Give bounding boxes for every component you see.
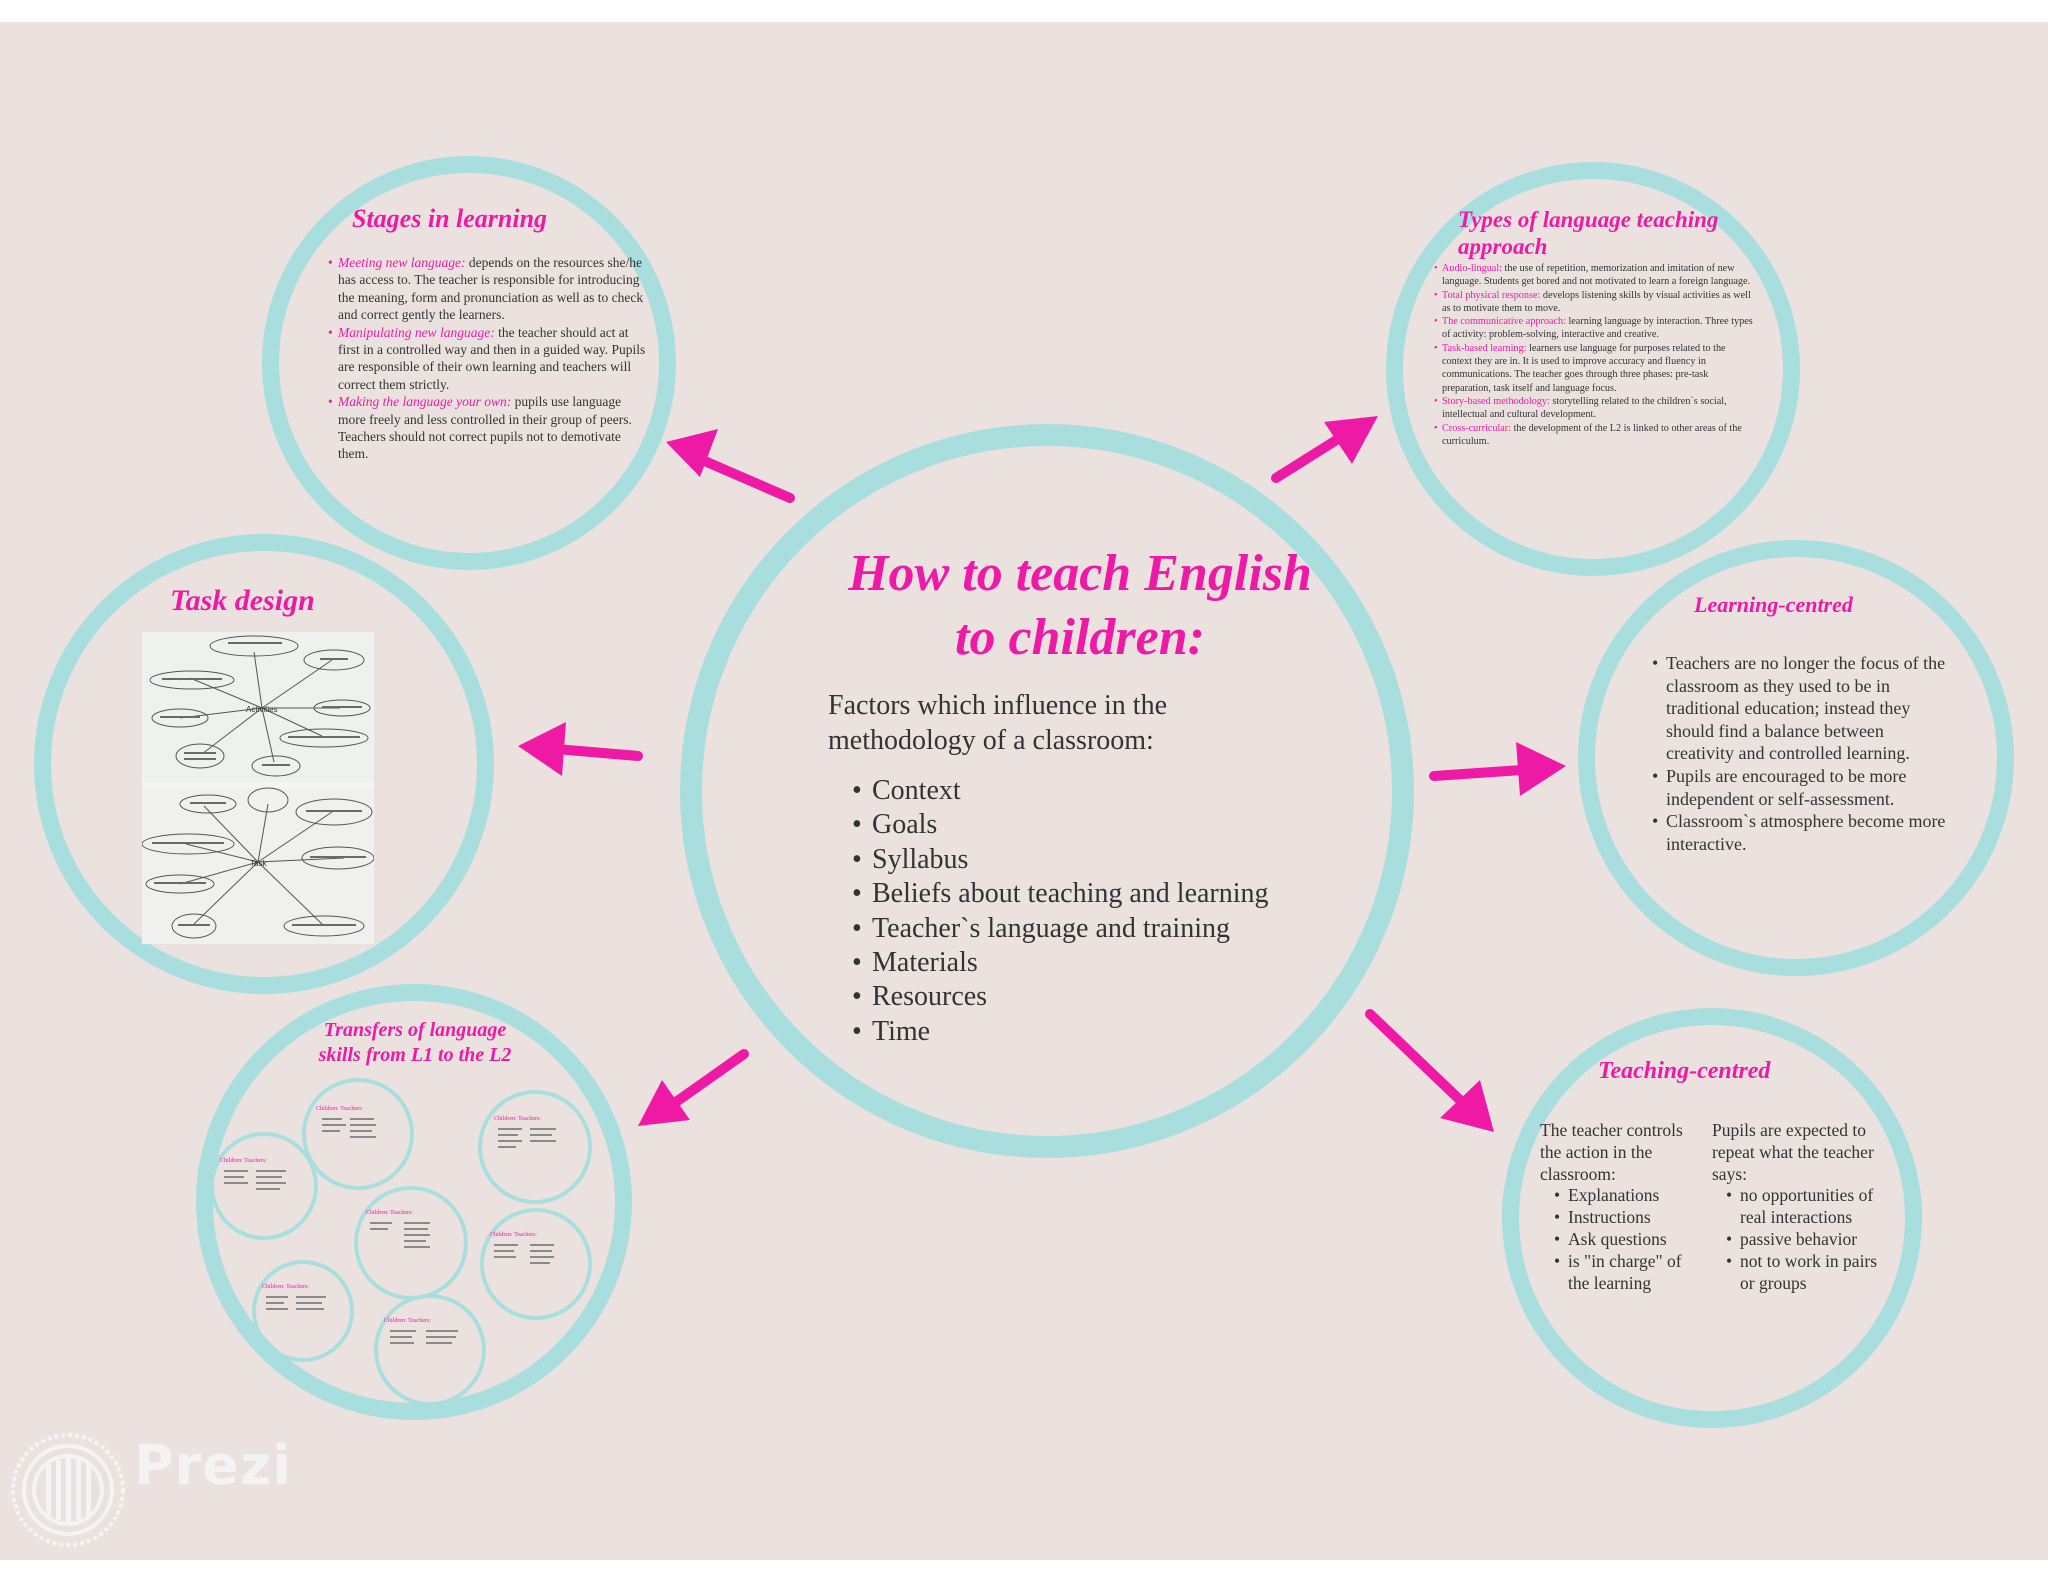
teacher-controls-item: • is "in charge" of the learning xyxy=(1540,1251,1706,1295)
teacher-controls-item: • Explanations xyxy=(1540,1185,1706,1207)
transfers-title-line1: Transfers of language xyxy=(323,1019,507,1041)
factor-item: • Teacher`s language and training xyxy=(852,912,1372,946)
mindmap-task-node: Task xyxy=(250,859,267,868)
mini-teachers-label: Teachers: xyxy=(408,1318,431,1324)
stage-text: the teacher should act at first in a controlled way and then in a guided way. Pupils are responsible of their own learning and teachers will correct them strictly. xyxy=(338,324,646,392)
factor-item: • Materials xyxy=(852,946,1372,980)
type-text: learning language by interaction. Three types of activity: problem-solving, interactive and creative. xyxy=(1442,316,1753,341)
stage-label: Meeting new language: xyxy=(338,255,466,270)
mini-children-label: Children: xyxy=(316,1106,339,1112)
types-title: Types of language teaching approach xyxy=(1458,207,1719,259)
factor-item: • Beliefs about teaching and learning xyxy=(852,877,1372,911)
teaching-centred-title: Teaching-centred xyxy=(1598,1058,1771,1084)
type-text: the use of repetition, memorization and imitation of new language. Students get bored and not motivated to learn a foreign language. xyxy=(1442,263,1751,288)
mini-children-label: Children: xyxy=(490,1232,513,1238)
mini-teachers-label: Teachers: xyxy=(518,1116,541,1122)
main-subtitle-line1: Factors which influence in the xyxy=(828,690,1168,721)
main-title-line1: How to teach English xyxy=(848,545,1312,602)
factor-item: • Resources xyxy=(852,980,1372,1014)
type-label: Task-based learning: xyxy=(1442,342,1527,354)
mini-teachers-label: Teachers: xyxy=(514,1232,537,1238)
learning-centred-item: • Pupils are encouraged to be more independent or self-assessment. xyxy=(1652,765,1952,810)
type-label: Total physical response: xyxy=(1442,289,1541,301)
factor-item: • Time xyxy=(852,1015,1372,1049)
type-label: Story-based methodology: xyxy=(1442,395,1550,407)
mini-children-label: Children: xyxy=(220,1158,243,1164)
mini-text-lines xyxy=(0,22,2048,1560)
main-subtitle-line2: methodology of a classroom: xyxy=(828,725,1154,756)
pupils-expected-item: • no opportunities of real interactions xyxy=(1712,1185,1894,1229)
mini-teachers-label: Teachers: xyxy=(286,1284,309,1290)
pupils-expected-item: • passive behavior xyxy=(1712,1229,1894,1251)
stage-label: Manipulating new language: xyxy=(338,324,495,340)
factor-item: • Context xyxy=(852,774,1372,808)
type-text: the development of the L2 is linked to other areas of the curriculum. xyxy=(1442,422,1742,447)
stage-label: Making the language your own: xyxy=(338,394,512,410)
learning-centred-item: • Classroom`s atmosphere become more interactive. xyxy=(1652,810,1952,855)
stage-text: pupils use language more freely and less controlled in their group of peers. Teachers should not correct pupils not to demotivate them. xyxy=(338,394,632,462)
mini-children-label: Children: xyxy=(494,1116,517,1122)
mini-children-label: Children: xyxy=(262,1284,285,1290)
mini-children-label: Children: xyxy=(384,1318,407,1324)
type-label: Audio-lingual: xyxy=(1442,263,1502,274)
prezi-canvas xyxy=(0,22,2048,1560)
pupils-expected-item: • not to work in pairs or groups xyxy=(1712,1251,1894,1295)
transfers-title-line2: skills from L1 to the L2 xyxy=(318,1044,512,1066)
mini-teachers-label: Teachers: xyxy=(340,1106,363,1112)
learning-centred-title: Learning-centred xyxy=(1694,592,1853,617)
main-title-line2: to children: xyxy=(955,609,1205,666)
teacher-controls-intro: The teacher controls the action in the classroom: xyxy=(1540,1120,1683,1184)
teacher-controls-item: • Ask questions xyxy=(1540,1229,1706,1251)
type-label: The communicative approach: xyxy=(1442,316,1566,328)
type-label: Cross-curricular: xyxy=(1442,422,1512,434)
type-text: storytelling related to the children`s social, intellectual and cultural development. xyxy=(1442,395,1727,421)
stages-title: Stages in learning xyxy=(352,204,548,233)
prezi-logo-icon xyxy=(8,1430,128,1550)
mini-children-label: Children: xyxy=(366,1210,389,1216)
mini-teachers-label: Teachers: xyxy=(390,1210,413,1216)
mindmap-activities-node: Activities xyxy=(246,705,278,714)
learning-centred-item: • Teachers are no longer the focus of the classroom as they used to be in traditional education; instead they should find a balance between creativity and controlled learning. xyxy=(1652,652,1952,765)
pupils-expected-intro: Pupils are expected to repeat what the teacher says: xyxy=(1712,1120,1874,1184)
stage-text: depends on the resources she/he has access to. The teacher is responsible for introducing the meaning, form and pronunciation as well as to check and correct gently the learners. xyxy=(338,255,644,323)
teacher-controls-item: • Instructions xyxy=(1540,1207,1706,1229)
task-title: Task design xyxy=(170,584,315,617)
factor-item: • Goals xyxy=(852,808,1372,842)
factor-item: • Syllabus xyxy=(852,843,1372,877)
type-text: develops listening skills by visual activities as well as to motivate them to move. xyxy=(1442,289,1751,314)
mini-teachers-label: Teachers: xyxy=(244,1158,267,1164)
type-text: learners use language for purposes related to the context they are in. It is used to improve accuracy and fluency in communications. The teacher goes through three phases: pre-task preparation, task itself and language focus. xyxy=(1442,342,1726,394)
prezi-wordmark: Prezi xyxy=(134,1434,292,1497)
